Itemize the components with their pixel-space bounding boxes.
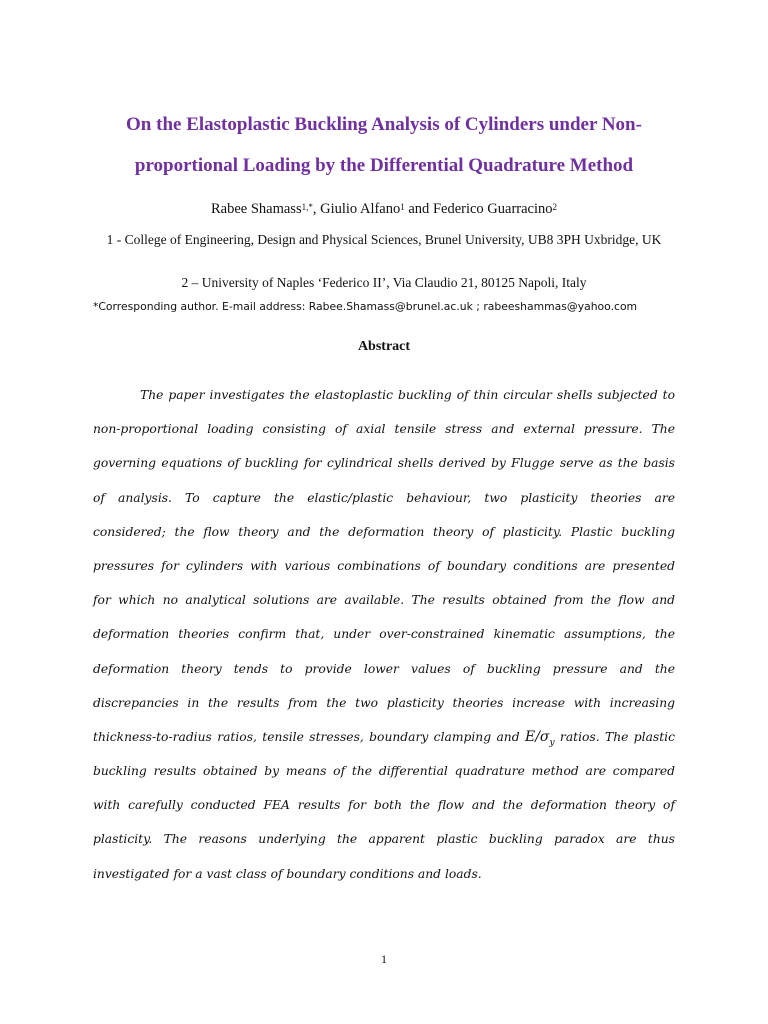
abstract-body [93,378,675,891]
math-ratio-e-over-sigma-y [524,728,555,748]
affiliation-2: 2 – University of Naples ‘Federico II’, Via Claudio 21, 80125 Napoli, Italy [181,275,587,290]
abstract-line: deformation theory tends to provide lower values of buckling pressure and the [93,661,675,676]
abstract-line: with carefully conducted FEA results for both the flow and the deformation theory of [93,798,675,813]
abstract-line: deformation theories confirm that, under over-constrained kinematic assumptions, the [93,627,675,642]
abstract-line: governing equations of buckling for cylindrical shells derived by Flugge serve as the basis [93,456,675,471]
page-number: 1 [381,952,387,966]
affiliation-1: 1 - College of Engineering, Design and Physical Sciences, Brunel University, UB8 3PH Uxbridge, UK [106,232,662,247]
abstract-text: thickness-to-radius ratios, tensile stresses, boundary clamping and [93,729,525,744]
abstract-line-with-math [93,720,675,754]
author-list [60,199,708,219]
abstract-text: ratios. The plastic [554,729,675,744]
abstract-line: discrepancies in the results from the two plasticity theories increase with increasing [93,695,675,710]
author-affiliation-marker: 1 [400,202,405,212]
abstract-line: The paper investigates the elastoplastic buckling of thin circular shells subjected to [140,388,675,402]
abstract-line: buckling results obtained by means of the differential quadrature method are compared [93,764,675,779]
abstract-line: non-proportional loading consisting of axial tensile stress and external pressure. The [93,422,675,437]
abstract-line: plasticity. The reasons underlying the apparent plastic buckling paradox are thus [93,832,675,847]
author-affiliation-marker: 1,* [301,202,313,212]
paper-title: On the Elastoplastic Buckling Analysis of Cylinders under Non-proportional Loading by the Differential Quadrature Method [126,114,642,176]
author-name: Giulio Alfano [320,201,401,217]
abstract-heading: Abstract [357,339,411,354]
abstract-line: of analysis. To capture the elastic/plastic behaviour, two plasticity theories are [93,490,675,505]
author-name: Federico Guarracino [432,201,553,217]
math-base: E/σ [524,728,550,745]
author-name: Rabee Shamass [210,201,302,217]
abstract-line: investigated for a vast class of boundary conditions and loads. [93,866,482,881]
author-affiliation-marker: 2 [552,202,558,212]
corresponding-author: *Corresponding author. E-mail address: Rabee.Shamass@brunel.ac.uk ; rabeeshammas@yahoo.com [93,300,638,313]
math-subscript: y [549,737,555,748]
abstract-line: for which no analytical solutions are available. The results obtained from the flow and [93,593,675,608]
author-separator: , [312,201,321,217]
abstract-line: pressures for cylinders with various combinations of boundary conditions are presented [93,558,675,573]
author-separator: and [404,201,433,217]
abstract-line: considered; the flow theory and the deformation theory of plasticity. Plastic buckling [93,524,675,539]
